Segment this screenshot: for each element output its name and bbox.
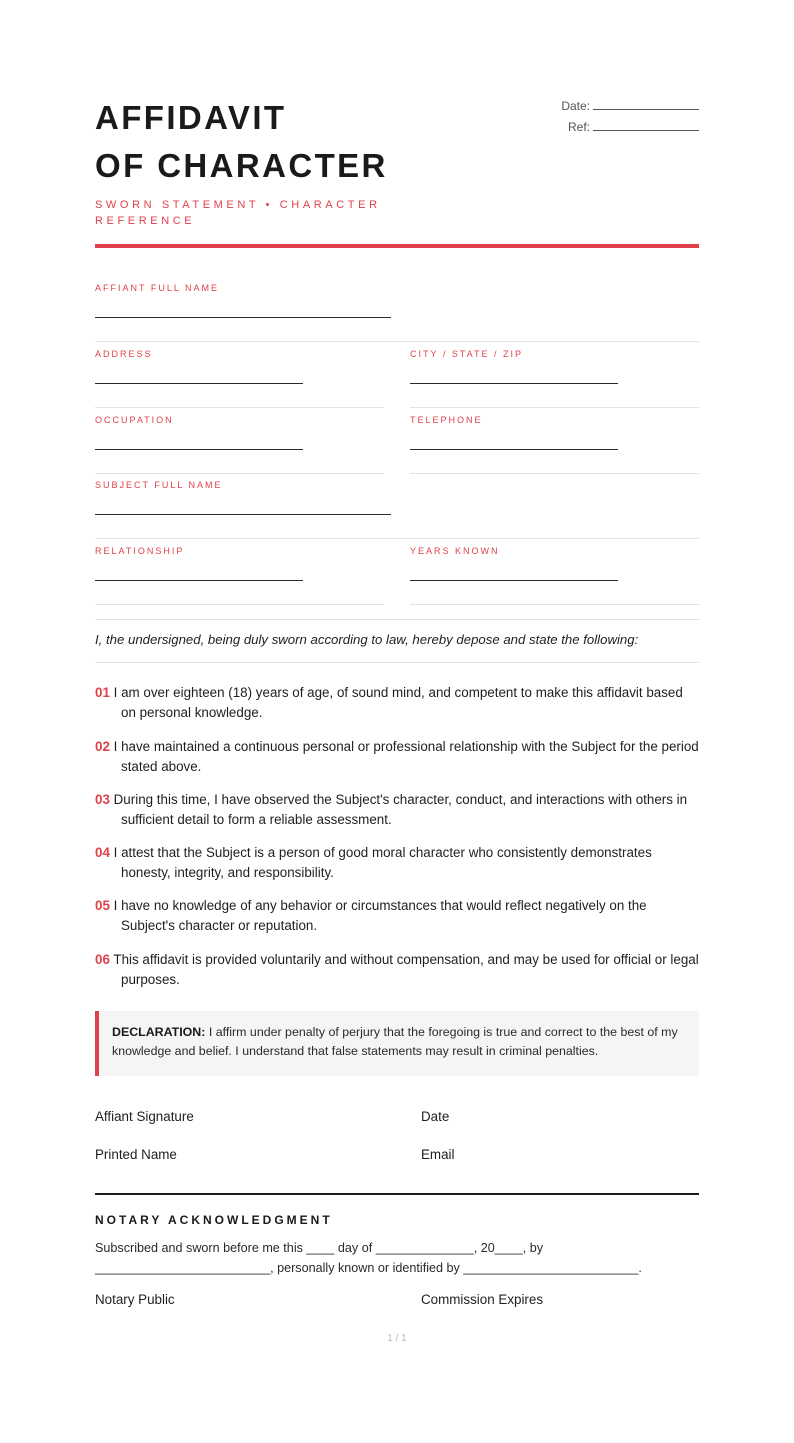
ref-meta-blank[interactable] xyxy=(593,118,699,131)
statement-number: 04 xyxy=(95,845,110,860)
subject-name-field xyxy=(95,472,699,539)
statement-text: I attest that the Subject is a person of good moral character who consistently demonstrates honesty, integrity, and responsibility. xyxy=(113,845,652,880)
title-line-1: AFFIDAVIT xyxy=(95,99,287,136)
subject-name-label: SUBJECT FULL NAME xyxy=(95,480,223,490)
address-line[interactable] xyxy=(95,383,303,384)
occupation-line[interactable] xyxy=(95,449,303,450)
printed-name-label: Printed Name xyxy=(95,1147,177,1162)
statement-text: I have no knowledge of any behavior or circumstances that would reflect negatively on the Subject's character or reputation. xyxy=(113,898,647,933)
address-field xyxy=(95,341,384,408)
header-divider xyxy=(95,244,699,248)
relationship-line[interactable] xyxy=(95,580,303,581)
ref-meta-label: Ref: xyxy=(567,120,590,134)
relationship-field xyxy=(95,538,384,605)
statement-text: I am over eighteen (18) years of age, of sound mind, and competent to make this affidavit based on personal knowledge. xyxy=(113,685,683,720)
document-header xyxy=(95,96,699,248)
telephone-field xyxy=(410,407,699,474)
date-meta-label: Date: xyxy=(561,99,590,113)
notary-divider xyxy=(95,1193,699,1195)
email-label: Email xyxy=(421,1147,455,1162)
declaration-text: I affirm under penalty of perjury that the foregoing is true and correct to the best of my knowledge and belief. I understand that false statements may result in criminal penalties. xyxy=(112,1025,678,1058)
statement-text: This affidavit is provided voluntarily and without compensation, and may be used for official or legal purposes. xyxy=(113,952,699,987)
years-known-line[interactable] xyxy=(410,580,618,581)
affiant-name-field xyxy=(95,275,699,342)
statement-number: 06 xyxy=(95,952,110,967)
statement-number: 05 xyxy=(95,898,110,913)
telephone-label: TELEPHONE xyxy=(410,415,483,425)
declaration-box xyxy=(95,1011,699,1076)
occupation-label: OCCUPATION xyxy=(95,415,174,425)
statement-number: 03 xyxy=(95,792,110,807)
ref-meta xyxy=(561,117,699,138)
intro-statement: I, the undersigned, being duly sworn according to law, hereby depose and state the following: xyxy=(95,619,699,663)
commission-expires-label: Commission Expires xyxy=(421,1292,544,1307)
affiant-signature-label: Affiant Signature xyxy=(95,1109,194,1124)
statement-item xyxy=(95,737,699,777)
subtitle: SWORN STATEMENT • CHARACTER REFERENCE xyxy=(95,199,381,227)
statement-item xyxy=(95,896,699,936)
notary-public-label: Notary Public xyxy=(95,1292,175,1307)
years-known-field xyxy=(410,538,699,605)
title-line-2: OF CHARACTER xyxy=(95,147,388,184)
notary-text: Subscribed and sworn before me this ____ day of ______________, 20____, by _________________________, personally known or identified by _________________________. xyxy=(95,1241,642,1275)
statement-item xyxy=(95,790,699,830)
statement-item xyxy=(95,950,699,990)
address-label: ADDRESS xyxy=(95,349,153,359)
notary-title: NOTARY ACKNOWLEDGMENT xyxy=(95,1213,333,1227)
statement-item xyxy=(95,843,699,883)
affiant-name-line[interactable] xyxy=(95,317,391,318)
statement-item xyxy=(95,683,699,723)
subject-name-line[interactable] xyxy=(95,514,391,515)
date-meta-blank[interactable] xyxy=(593,97,699,110)
years-known-label: YEARS KNOWN xyxy=(410,546,500,556)
city-state-zip-field xyxy=(410,341,699,408)
declaration-label: DECLARATION: xyxy=(112,1025,206,1039)
statement-number: 02 xyxy=(95,739,110,754)
city-state-zip-label: CITY / STATE / ZIP xyxy=(410,349,524,359)
signature-date-label: Date xyxy=(421,1109,450,1124)
statement-text: During this time, I have observed the Subject's character, conduct, and interactions with others in sufficient detail to form a reliable assessment. xyxy=(113,792,688,827)
relationship-label: RELATIONSHIP xyxy=(95,546,185,556)
statement-text: I have maintained a continuous personal or professional relationship with the Subject for the period stated above. xyxy=(113,739,699,774)
city-state-zip-line[interactable] xyxy=(410,383,618,384)
affiant-name-label: AFFIANT FULL NAME xyxy=(95,283,220,293)
occupation-field xyxy=(95,407,384,474)
page-number: 1 / 1 xyxy=(387,1333,407,1344)
date-meta xyxy=(561,96,699,117)
statement-number: 01 xyxy=(95,685,110,700)
telephone-line[interactable] xyxy=(410,449,618,450)
meta-block xyxy=(561,96,699,138)
